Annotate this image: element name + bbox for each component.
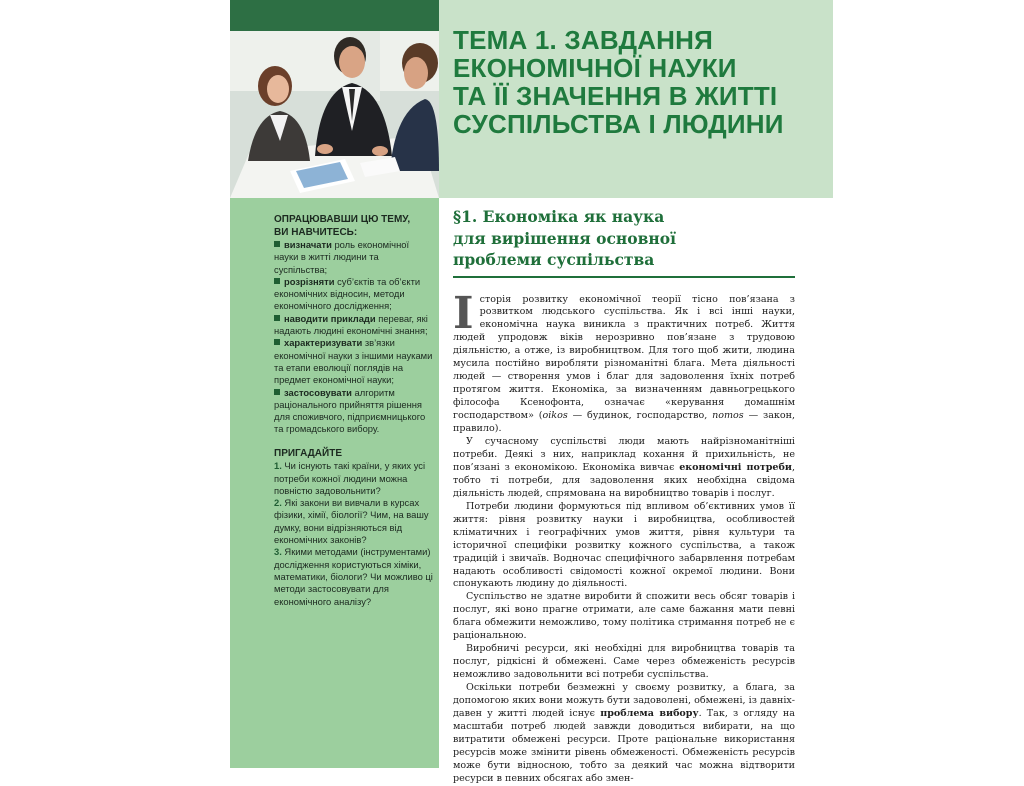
goal-item [274,276,434,313]
question-text: Чи існують такі країни, у яких усі потреби кожної людини можна повністю задовольнити? [274,460,426,496]
goal-keyword: характеризувати [284,337,363,349]
article [453,206,795,786]
question-number: 3. [274,546,282,558]
goal-keyword: наводити приклади [284,312,376,324]
square-bullet-icon [274,241,280,247]
paragraph-text: — закон, правило). [453,410,795,435]
section-title [453,206,795,274]
paragraph-text: , тобто ті потреби, для задоволення яких необхідна свідома діяльність людей, спрямована на виробництво товарів і послуг. [453,461,795,499]
goal-keyword: розрізняти [284,275,335,287]
article-body [453,287,795,786]
recall-heading: ПРИГАДАЙТЕ [274,447,342,459]
section-title-line: для вирішення основної [453,228,676,248]
paragraph: Потреби людини формуються під впливом об’єктивних умов її життя: рівня розвитку науки і виробництва, особливостей кліматичних і географічних умов життя, рівня культури та історичної специфіки розвитку кожного суспільства, а також традицій і звичаїв. Водночас специфічного забарвлення потребам надають особливості свідомості кожної окремої людини. Вони спонукають людину до діяльності. [453,500,795,590]
paragraph-text: сторія розвитку економічної теорії тісно пов’язана з розвитком людського суспільства. Як і всі інші науки, економічна наука виникла з практичних потреб. Життя людей упродовж віків нерозривно пов’язане з трудовою діяльністю, а отже, із виробництвом. Для того щоб жити, людина мусила постійно виробляти різноманітні блага. Мета діяльності людей — створення умов і благ для задоволення їхніх потреб протягом життя. Економіка, за визначенням давньогрецького філософа Ксенофонта, означає «керування домашнім господарством» ( [453,293,795,422]
paragraph-text: . Так, з огляду на масштаби потреб людей завжди доводиться вибирати, на що витратити обмежені ресурси. Проте раціональне використання ресурсів може змінити рівень обмеженості. Обмеженість ресурсів може бути відносною, тобто за деякий час можна відтворити ресурси в певних обсягах або змен- [453,708,795,784]
question-item [274,497,434,546]
section-title-line: §1. Економіка як наука [453,207,665,226]
sidebar [230,198,439,768]
square-bullet-icon [274,315,280,321]
question-text: Які закони ви вивчали в курсах фізики, хімії, біології? Чим, на вашу думку, вони відрізняються від економічних законів? [274,497,429,546]
spacer [274,436,434,448]
goal-keyword: визначати [284,239,332,250]
term-italic: nomos [712,410,744,422]
square-bullet-icon [274,278,280,284]
title-line: ЕКОНОМІЧНОЇ НАУКИ [453,53,737,83]
title-line: СУСПІЛЬСТВА І ЛЮДИНИ [453,109,784,139]
goals-heading [274,214,434,239]
title-underline [453,276,795,278]
goal-text: суб’єктів та об’єкти економічних відносин, методи економічного дослідження; [274,275,421,312]
question-number: 2. [274,497,282,509]
paragraph: Суспільство не здатне виробити й спожити весь обсяг товарів і послуг, які воно прагне отримати, але саме бажання мати певні блага обмежити неможливо, тому політика стримання потреб не є раціональною. [453,591,795,642]
question-item [274,546,434,607]
title-band [439,0,833,198]
section-title-line: проблеми суспільства [453,250,655,269]
business-meeting-photo [230,0,439,198]
topic-title [453,26,823,138]
term-bold: економічні потреби [679,461,792,473]
sidebar-content [274,214,434,608]
paragraph [453,682,795,786]
goals-heading-line: ОПРАЦЮВАВШИ ЦЮ ТЕМУ, [274,214,411,225]
goal-text: роль економічної науки в житті людини та суспільства; [274,239,410,275]
goal-item [274,313,434,338]
goal-keyword: застосовувати [284,386,352,398]
paragraph [453,436,795,501]
goals-heading-line: ВИ НАВЧИТЕСЬ: [274,226,358,238]
paragraph: Виробничі ресурси, які необхідні для виробництва товарів та послуг, рідкісні й обмежені. Саме через обмеженість ресурсів неможливо задовольнити всі потреби суспільства. [453,643,795,681]
paragraph-text: У сучасному суспільстві люди мають найрізноманітніші потреби. Деякі з них, наприклад кохання й прихильність, не пов’язані з економікою. Економіка вивчає [453,435,795,473]
photo-top-strip [230,0,439,31]
goal-text: переваг, які надають людині економічні знання; [274,312,428,337]
goal-text: алгоритм раціонального прийняття рішення для споживчого, підприємницького та громадського вибору. [274,386,426,435]
title-line: ТА ЇЇ ЗНАЧЕННЯ В ЖИТТІ [453,81,778,111]
question-number: 1. [274,460,282,472]
term-italic: oikos [542,410,568,422]
paragraph-text: — будинок, господарство, [567,410,713,422]
question-text: Якими методами (інструментами) дослідження користуються хіміки, математики, біологи? Чи можливо ці методи застосовувати для економічного аналізу? [274,546,433,607]
title-line: ТЕМА 1. ЗАВДАННЯ [453,25,714,55]
meeting-illustration [230,31,439,198]
term-bold: проблема вибору [600,708,699,719]
paragraph-text: Оскільки потреби безмежні у своєму розвитку, а блага, за допомогою яких вони можуть бути задоволені, обмежені, із давніх-давен у житті людей існує [453,682,795,719]
square-bullet-icon [274,339,280,345]
goal-text: зв’язки економічної науки з іншими науками та етапи еволюції поглядів на предмет економічної науки; [274,337,433,386]
goal-item [274,387,434,436]
goal-item [274,337,434,386]
goal-item [274,239,434,276]
square-bullet-icon [274,389,280,395]
paragraph [453,287,795,436]
question-item [274,460,434,497]
drop-cap: І [453,287,474,339]
